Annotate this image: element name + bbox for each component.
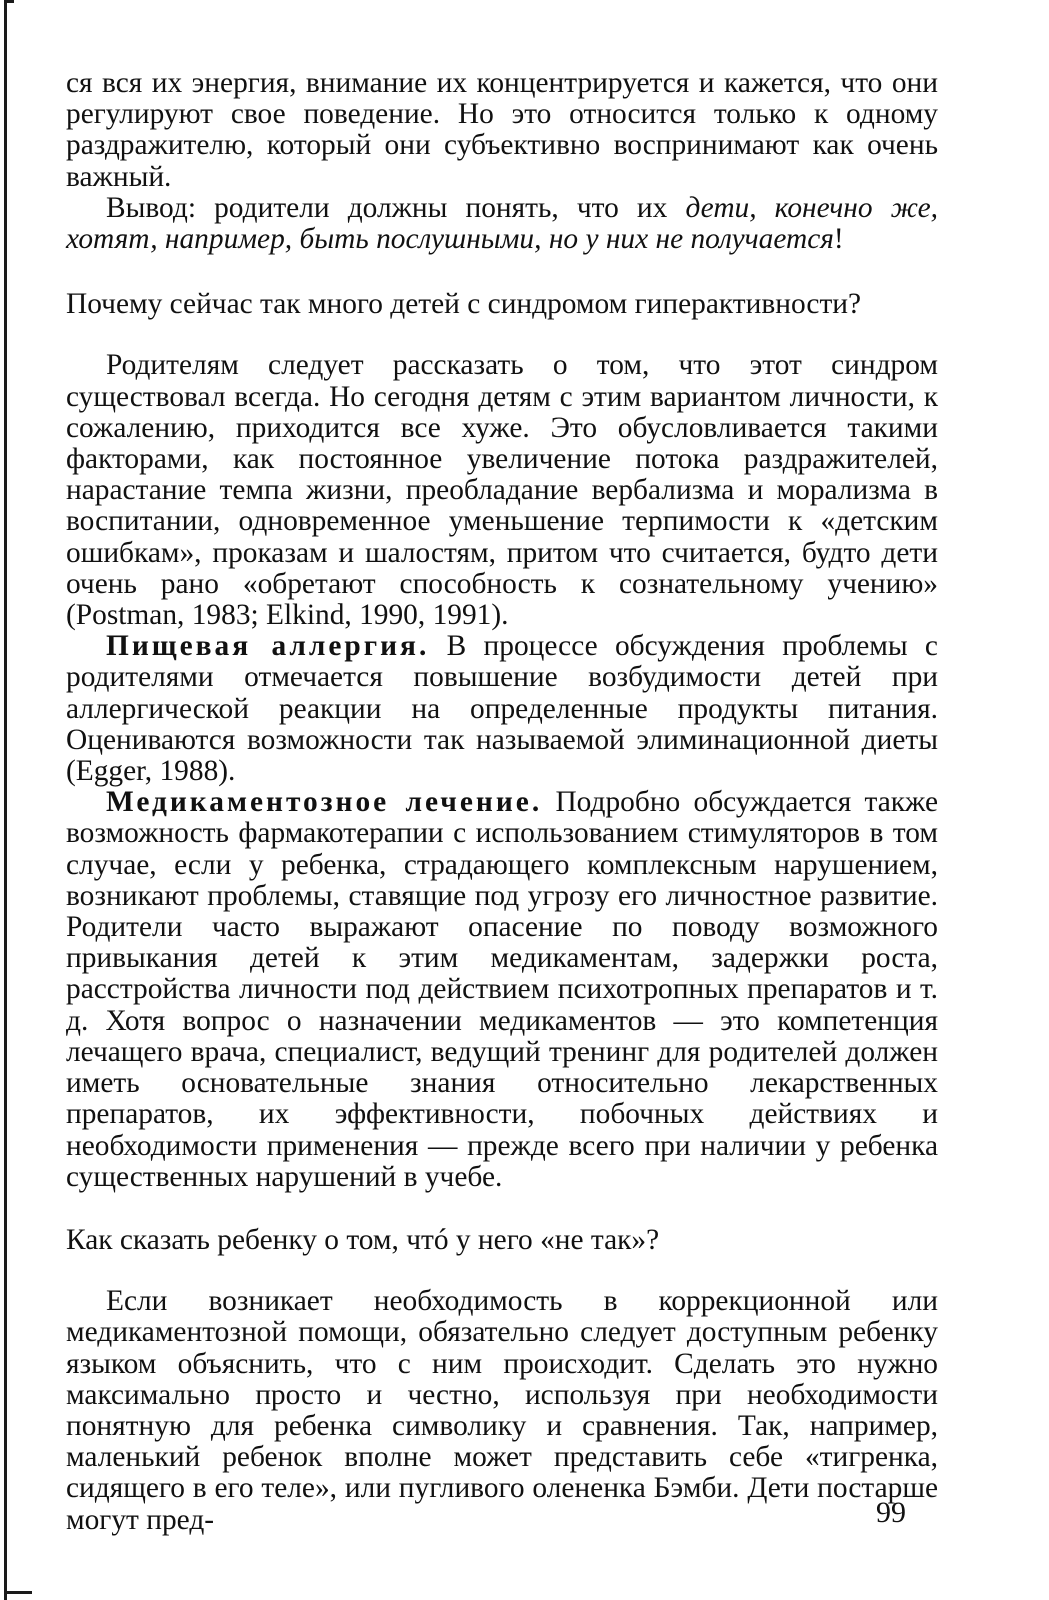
page-number: 99 [876,1496,906,1529]
food-allergy-text: В процессе обсуждения проблемы с родителями отмечается повышение возбудимости детей при аллергической реакции на определенные продукты питания. Оцениваются возможности так называемой элиминационной диеты (Egger, 1988). [66,630,938,788]
conclusion-lead: Вывод: родители должны понять, что их [106,191,686,224]
medication-title: Медикаментозное лечение. [106,786,543,819]
medication-text: Подробно обсуждается также возможность фармакотерапии с использованием стимуляторов в том случае, если у ребенка, страдающего комплексным нарушением, возникают проблемы, ставящие под угрозу его личностное развитие. Родители часто выражают опасение по поводу возможного привыкания детей к этим медикаментам, задержки роста, расстройства личности под действием психотропных препаратов и т. д. Хотя вопрос о назначении медикаментов — это компетенция лечащего врача, специалист, ведущий тренинг для родителей должен иметь основательные знания относительно лекарственных препаратов, их эффективности, побочных действиях и необходимости применения — прежде всего при наличии у ребенка существенных нарушений в учебе. [66,786,939,1193]
scan-edge-tick-top [4,0,14,3]
conclusion-italic: дети, конечно же, хотят, например, быть послушными, но у них не получается [66,191,938,256]
paragraph-continuation: ся вся их энергия, внимание их концентрируется и кажется, что они регулируют свое поведение. Но это относится только к одному раздражителю, который они субъективно воспринимают как очень важный. [66,67,938,193]
scan-edge-line [4,0,7,1600]
paragraph-hyperactivity: Родителям следует рассказать о том, что этот синдром существовал всегда. Но сегодня детям с этим вариантом личности, к сожалению, приходится все хуже. Это обусловливается такими факторами, как постоянное увеличение потока раздражителей, нарастание темпа жизни, преобладание вербализма и морализма в воспитании, одновременное уменьшение терпимости к «детским ошибкам», проказам и шалостям, притом что считается, будто дети очень рано «обретают способность к сознательному учению» (Postman, 1983; Elkind, 1990, 1991). [66,349,938,632]
section-heading-how-to-tell: Как сказать ребенку о том, чтó у него «не так»? [66,1223,660,1256]
paragraph-medication [66,787,938,1193]
food-allergy-title: Пищевая аллергия. [106,630,430,663]
conclusion-end: ! [833,223,844,256]
scan-edge-tick-bottom [4,1591,32,1594]
conclusion-paragraph [66,193,938,255]
page-body [66,68,938,1536]
paragraph-explaining: Если возникает необходимость в коррекционной или медикаментозной помощи, обязательно следует доступным ребенку языком объяснить, что с ним происходит. Сделать это нужно максимально просто и честно, используя при необходимости понятную для ребенка символику и сравнения. Так, например, маленький ребенок вполне может представить себе «тигренка, сидящего в его теле», или пугливого олененка Бэмби. Дети постарше могут пред- [66,1285,938,1536]
section-heading-hyperactivity: Почему сейчас так много детей с синдромом гиперактивности? [66,288,862,321]
paragraph-food-allergy [66,631,938,787]
